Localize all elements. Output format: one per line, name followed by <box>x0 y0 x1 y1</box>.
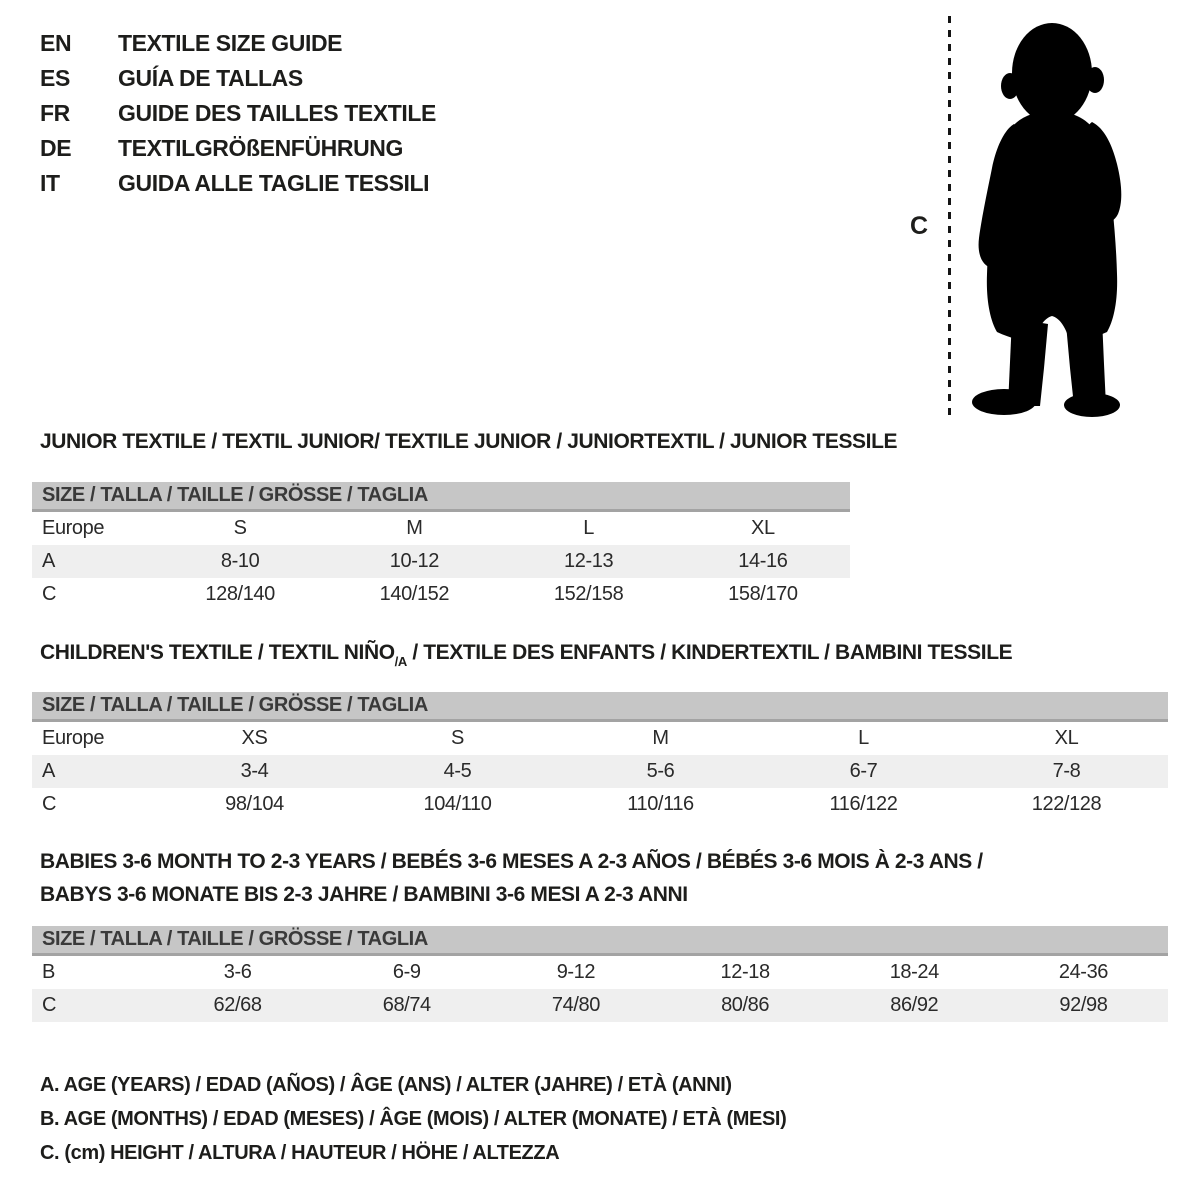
children-title-sub: /A <box>394 653 407 669</box>
size-cell: S <box>451 727 464 749</box>
size-cell: 3-4 <box>240 760 269 782</box>
babies-title-line1: BABIES 3-6 MONTH TO 2-3 YEARS / BEBÉS 3-6 MESES A 2-3 AÑOS / BÉBÉS 3-6 MOIS À 2-3 ANS / <box>40 850 983 873</box>
size-cell: 14-16 <box>738 550 788 572</box>
row-label: A <box>42 550 55 572</box>
size-cell: XL <box>1054 727 1079 749</box>
size-cell: 116/122 <box>829 793 898 815</box>
size-cell: 122/128 <box>1031 793 1102 815</box>
lang-title: TEXTILE SIZE GUIDE <box>118 30 343 56</box>
size-cell: L <box>858 727 869 749</box>
table-row <box>32 722 1168 755</box>
junior-size-table <box>32 482 850 611</box>
children-title-text: CHILDREN'S TEXTILE / TEXTIL NIÑO <box>40 641 395 664</box>
size-cell: 80/86 <box>721 994 770 1016</box>
size-cell: L <box>583 517 594 539</box>
size-cell: 110/116 <box>627 793 694 815</box>
toddler-silhouette-icon <box>962 16 1134 418</box>
lang-title: TEXTILGRÖßENFÜHRUNG <box>118 135 403 161</box>
legend-line-c: C. (cm) HEIGHT / ALTURA / HAUTEUR / HÖHE / ALTEZZA <box>40 1141 560 1164</box>
lang-title: GUIDE DES TAILLES TEXTILE <box>118 100 436 126</box>
size-cell: 9-12 <box>556 961 596 983</box>
row-label: C <box>42 994 57 1016</box>
lang-code: FR <box>40 100 70 126</box>
size-cell: 18-24 <box>889 961 939 983</box>
size-cell: 104/110 <box>423 793 492 815</box>
size-cell: 12-18 <box>720 961 770 983</box>
height-dashed-line <box>948 16 951 416</box>
size-cell: 3-6 <box>223 961 252 983</box>
children-size-table <box>32 692 1168 821</box>
table-row <box>32 788 1168 821</box>
lang-title: GUÍA DE TALLAS <box>118 65 303 91</box>
size-cell: 10-12 <box>389 550 439 572</box>
table-row <box>32 545 850 578</box>
size-cell: 128/140 <box>205 583 275 605</box>
size-cell: 24-36 <box>1058 961 1109 983</box>
size-cell: 86/92 <box>890 994 939 1016</box>
size-cell: M <box>652 727 669 749</box>
row-label: C <box>42 583 57 605</box>
lang-code: EN <box>40 30 72 56</box>
lang-row-fr <box>40 96 436 131</box>
lang-row-it <box>40 166 436 201</box>
table-row <box>32 512 850 545</box>
size-cell: 6-7 <box>849 760 878 782</box>
size-cell: 5-6 <box>646 760 675 782</box>
size-cell: S <box>233 517 247 539</box>
children-section-title <box>40 641 1012 667</box>
size-cell: XS <box>241 727 268 749</box>
table-row <box>32 755 1168 788</box>
language-header <box>40 26 436 201</box>
size-cell: 158/170 <box>728 583 798 605</box>
children-title-text: / TEXTILE DES ENFANTS / KINDERTEXTIL / BAMBINI TESSILE <box>406 641 1013 664</box>
row-label: Europe <box>42 517 105 539</box>
lang-title: GUIDA ALLE TAGLIE TESSILI <box>118 170 430 196</box>
junior-section-title: JUNIOR TEXTILE / TEXTIL JUNIOR/ TEXTILE JUNIOR / JUNIORTEXTIL / JUNIOR TESSILE <box>40 430 898 453</box>
lang-code: IT <box>40 170 60 196</box>
height-measure-label: C <box>910 212 928 240</box>
size-cell: 152/158 <box>553 583 624 605</box>
table-row <box>32 989 1168 1022</box>
size-cell: 74/80 <box>551 994 600 1016</box>
row-label: B <box>42 961 55 983</box>
size-cell: 7-8 <box>1052 760 1081 782</box>
size-header-row: SIZE / TALLA / TAILLE / GRÖSSE / TAGLIA <box>32 926 1168 956</box>
size-header-row: SIZE / TALLA / TAILLE / GRÖSSE / TAGLIA <box>32 482 850 512</box>
size-cell: 8-10 <box>220 550 260 572</box>
legend-line-b: B. AGE (MONTHS) / EDAD (MESES) / ÂGE (MOIS) / ALTER (MONATE) / ETÀ (MESI) <box>40 1107 787 1130</box>
babies-section-title <box>40 845 983 911</box>
size-cell: M <box>406 517 423 539</box>
table-row <box>32 578 850 611</box>
babies-title-line2: BABYS 3-6 MONATE BIS 2-3 JAHRE / BAMBINI 3-6 MESI A 2-3 ANNI <box>40 883 688 906</box>
size-cell: 6-9 <box>392 961 421 983</box>
row-label: A <box>42 760 55 782</box>
lang-row-es <box>40 61 436 96</box>
legend-line-a: A. AGE (YEARS) / EDAD (AÑOS) / ÂGE (ANS) / ALTER (JAHRE) / ETÀ (ANNI) <box>40 1073 732 1096</box>
babies-size-table <box>32 926 1168 1022</box>
lang-row-de <box>40 131 436 166</box>
size-cell: 68/74 <box>382 994 431 1016</box>
row-label: C <box>42 793 57 815</box>
measurement-legend <box>40 1068 786 1170</box>
size-cell: 62/68 <box>213 994 262 1016</box>
size-cell: 98/104 <box>225 793 284 815</box>
size-header-row: SIZE / TALLA / TAILLE / GRÖSSE / TAGLIA <box>32 692 1168 722</box>
lang-code: ES <box>40 65 70 91</box>
size-cell: 12-13 <box>564 550 614 572</box>
size-cell: XL <box>751 517 775 539</box>
size-cell: 4-5 <box>443 760 472 782</box>
table-row <box>32 956 1168 989</box>
lang-code: DE <box>40 135 72 161</box>
size-cell: 92/98 <box>1059 994 1108 1016</box>
lang-row-en <box>40 26 436 61</box>
row-label: Europe <box>42 727 105 749</box>
size-cell: 140/152 <box>379 583 450 605</box>
